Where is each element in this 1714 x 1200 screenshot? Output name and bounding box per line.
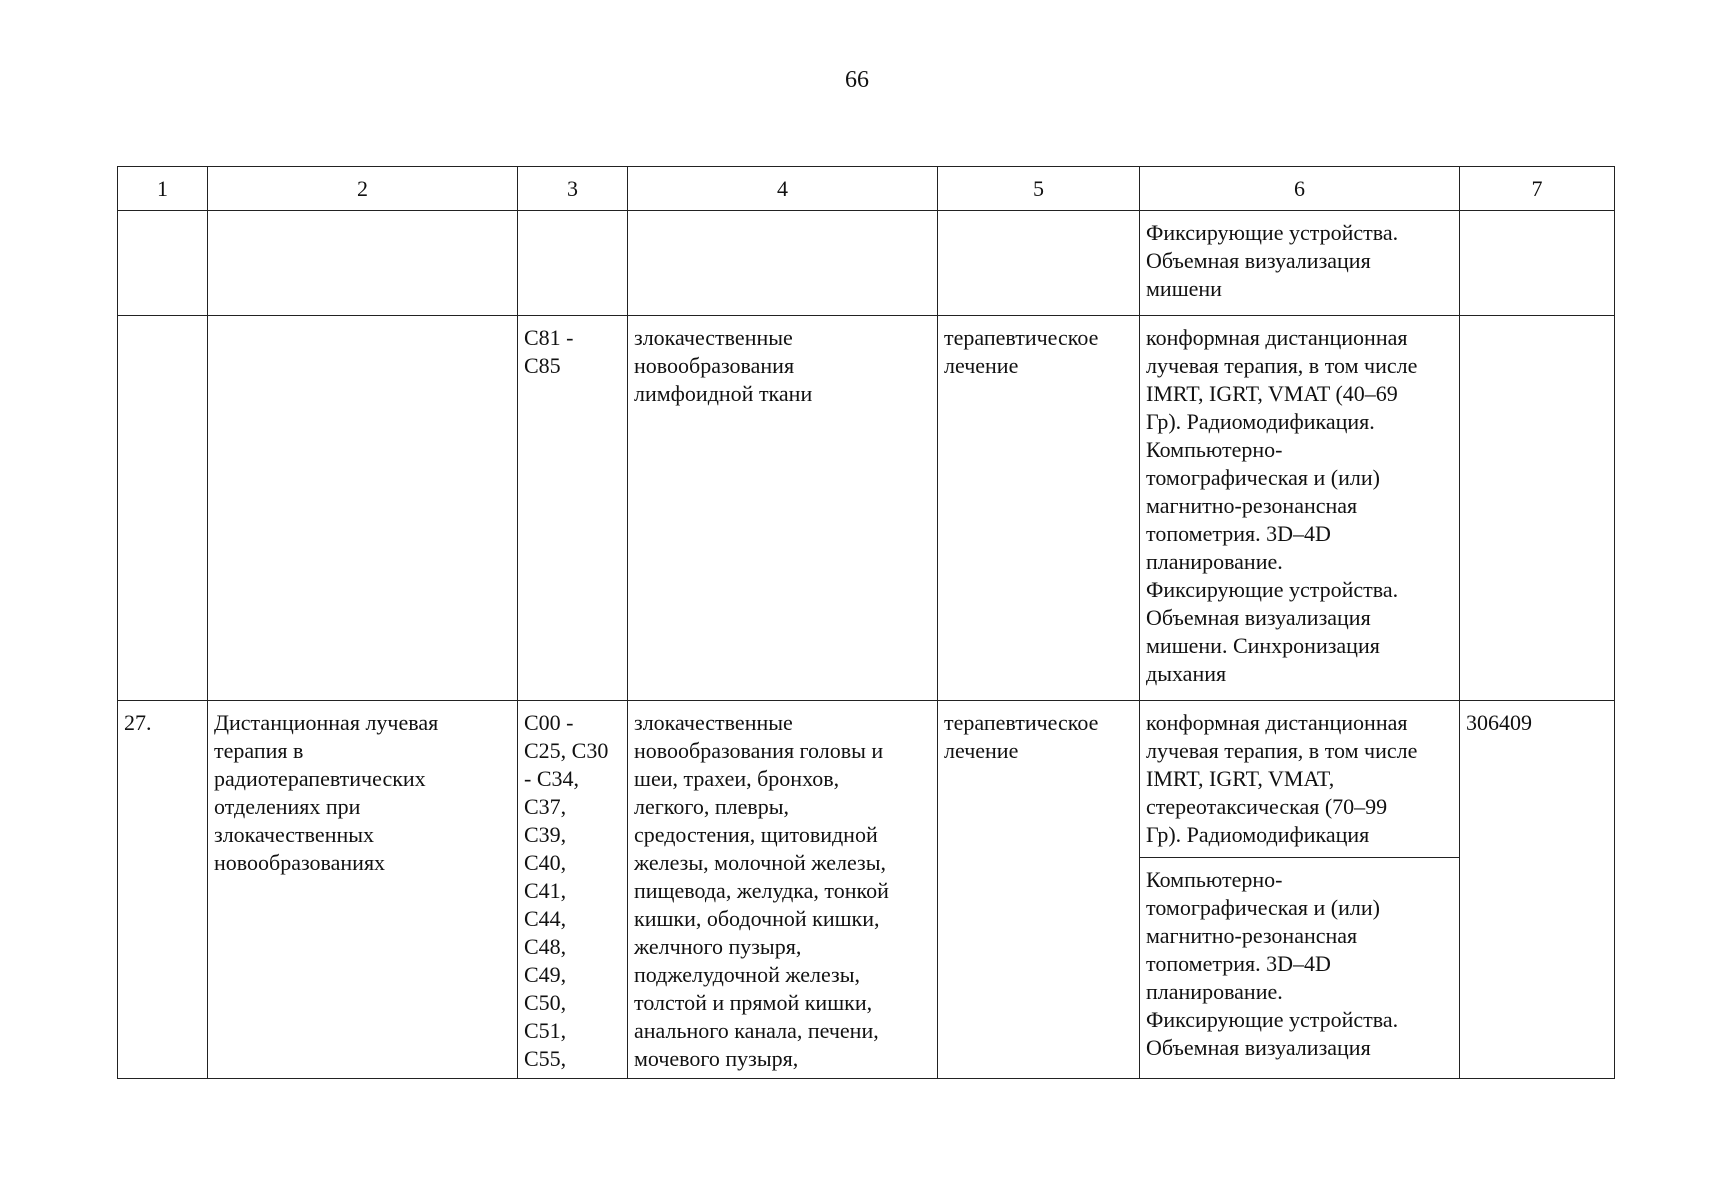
header-col-3: 3 — [518, 167, 628, 211]
cell-method — [1140, 211, 1460, 316]
treatment-type-text: терапевтическое лечение — [944, 710, 1099, 763]
cell-care-name — [208, 701, 518, 1079]
cell-empty — [518, 211, 628, 316]
cell-empty — [1460, 316, 1615, 701]
cell-treatment-type — [938, 316, 1140, 701]
diagnosis-text: злокачественные новообразования лимфоидной ткани — [634, 325, 813, 406]
cell-method — [1140, 858, 1460, 1079]
cell-codes — [518, 316, 628, 701]
cell-row-number — [118, 701, 208, 1079]
cell-cost — [1460, 701, 1615, 1079]
cell-treatment-type — [938, 701, 1140, 1079]
header-row — [118, 167, 1615, 211]
cell-method — [1140, 316, 1460, 701]
header-col-5: 5 — [938, 167, 1140, 211]
header-col-7: 7 — [1460, 167, 1615, 211]
cell-diagnosis — [628, 701, 938, 1079]
treatment-type-text: терапевтическое лечение — [944, 325, 1099, 378]
cell-empty — [628, 211, 938, 316]
method-text: конформная дистанционная лучевая терапия, в том числе IMRT, IGRT, VMAT, стереотаксическая (70–99 Гр). Радиомодификация — [1146, 710, 1418, 847]
cell-empty — [938, 211, 1140, 316]
page-number: 66 — [845, 67, 869, 93]
row-number: 27. — [124, 710, 152, 735]
cell-empty — [118, 211, 208, 316]
icd-codes: С00 - С25, С30 - С34, С37, С39, С40, С41, С44, С48, С49, С50, С51, С55, — [524, 710, 609, 1071]
cell-empty — [118, 316, 208, 701]
medical-care-table — [117, 166, 1615, 1079]
header-col-6: 6 — [1140, 167, 1460, 211]
table-row-lymphoid — [118, 316, 1615, 701]
header-col-2: 2 — [208, 167, 518, 211]
care-name-text: Дистанционная лучевая терапия в радиотерапевтических отделениях при злокачественных новообразованиях — [214, 710, 439, 875]
table-row-27 — [118, 701, 1615, 858]
header-col-4: 4 — [628, 167, 938, 211]
icd-codes: С81 - С85 — [524, 325, 574, 378]
table-row-continuation — [118, 211, 1615, 316]
method-text: Компьютерно- томографическая и (или) магнитно-резонансная топометрия. 3D–4D планирование. Фиксирующие устройства. Объемная визуализация — [1146, 867, 1399, 1060]
cell-method — [1140, 701, 1460, 858]
cell-diagnosis — [628, 316, 938, 701]
method-text: Фиксирующие устройства. Объемная визуализация мишени — [1146, 220, 1399, 301]
cell-codes — [518, 701, 628, 1079]
cell-empty — [208, 211, 518, 316]
cell-empty — [208, 316, 518, 701]
header-col-1: 1 — [118, 167, 208, 211]
method-text: конформная дистанционная лучевая терапия, в том числе IMRT, IGRT, VMAT (40–69 Гр). Радиомодификация. Компьютерно- томографическая и (или) магнитно-резонансная топометрия. 3D–4D планирование. Фиксирующие устройства. Объемная визуализация мишени. Синхронизация дыхания — [1146, 325, 1418, 686]
diagnosis-text: злокачественные новообразования головы и шеи, трахеи, бронхов, легкого, плевры, средостения, щитовидной железы, молочной железы, пищевода, желудка, тонкой кишки, ободочной кишки, желчного пузыря, поджелудочной железы, толстой и прямой кишки, анального канала, печени, мочевого пузыря, — [634, 710, 889, 1071]
cell-empty — [1460, 211, 1615, 316]
cost-value: 306409 — [1466, 710, 1532, 735]
